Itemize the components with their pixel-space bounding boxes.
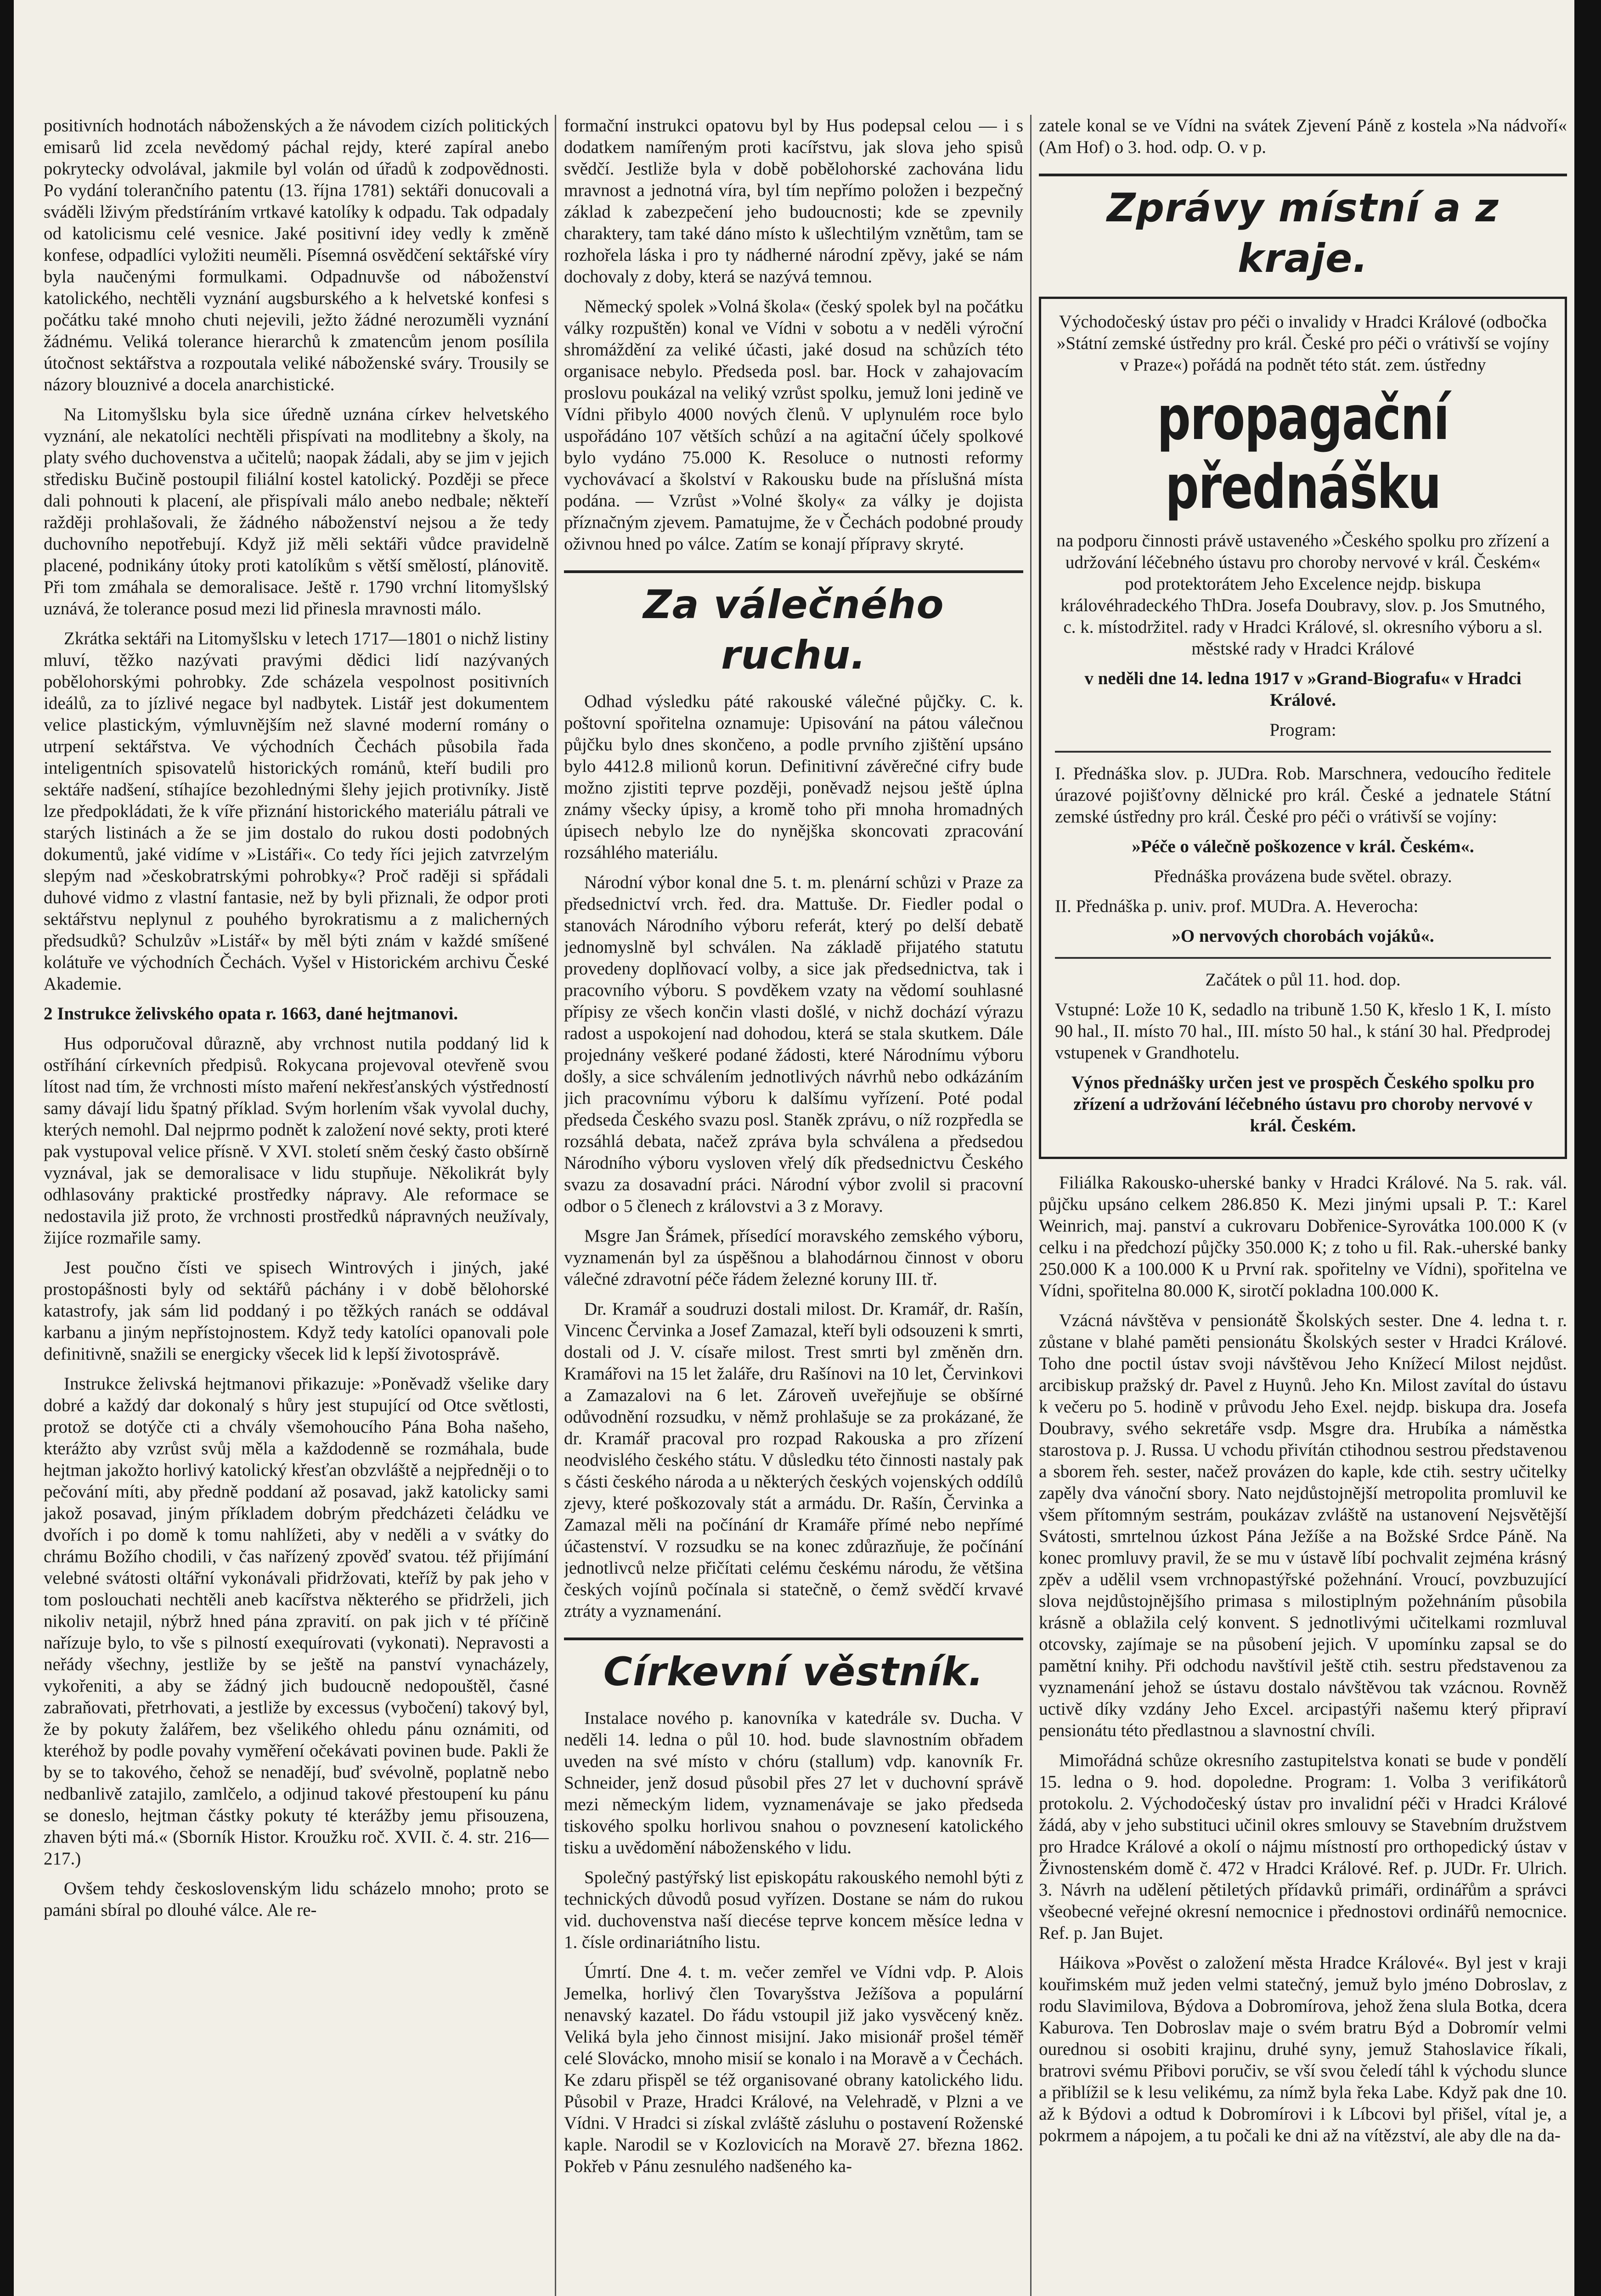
ad-divider bbox=[1055, 751, 1551, 753]
col3-paragraph: Vzácná návštěva v pensionátě Školských sester. Dne 4. ledna t. r. zůstane v blahé paměti pensionátu Školských sester v Hradci Králové. Toho dne poctil ústav svoji návštěvou Jeho Knížecí Milost nejdůst. arcibiskup pražský dr. Pavel z Huynů. Jeho Kn. Milost zavítal do ústavu k večeru po 5. hodině v průvodu Jeho Exel. nejdp. biskupa dra. Josefa Doubravy, svého sekretáře vsdp. Msgre dra. Hrubíka a náměstka starostova p. J. Russa. U vchodu přivítán ctihodnou sestrou představenou a sborem řeh. sester, načež provázen do kaple, kde ctih. sestry učitelky zapěly dva vánoční sbory. Nato nejdůstojnější metropolita promluvil ke všem přítomným sestrám, poukázav zvláště na ustanovení Nejsvětější Svátosti, smrtelnou úzkost Pána Ježíše a na Božské Srdce Páně. Na konec promluvy pravil, že se mu v ústavě líbí pochvalit zejména krásný zpěv a udělil vsem vrchnopastýřské požehnání. Vroucí, povzbuzující slova nejdůstojnějšího primasa s milostiplným požehnáním působila krásně a oblažila celý konvent. S jednotlivými učitelkami rozmluval otcovsky, zajímaje se na působení jejich. V upomínku zapsal se do pamětní knihy. Při odchodu navštívil ještě ctih. sestru představenou za vyznamenání jehož se ústavu dostalo návštěvou tak vzácnou. Rovněž uctivě díky vzdány Jeho Excel. arcipastýři našemu který připraví pensionátu této předlastnou a slavnostní chvíli. bbox=[1039, 1311, 1567, 1740]
instruction-heading: 2 Instrukce želivského opata r. 1663, dané hejtmanovi. bbox=[44, 1004, 458, 1024]
ad-text: na podporu činnosti právě ustaveného »Českého spolku pro zřízení a udržování léčebného ústavu pro choroby nervové v král. Českém« pod protektorátem Jeho Excelence nejdp. biskupa královéhradeckého ThDra. Josefa Doubravy, slov. p. Jos Smutného, c. k. místodržitel. rady v Hradci Králové, sl. okresního výboru a sl. městské rady v Hradci Králové bbox=[1056, 531, 1550, 658]
col1-paragraph: positivních hodnotách náboženských a že návodem cizích politických emisarů lid zcela nevědomý páchal rejdy, které zapíral anebo pokrytecky odvolával, jakmile byl volán od úřadů k zodpovědnosti. Po vydání tolerančního patentu (13. října 1781) sektáři donucovali a sváděli lživým předstíráním vrtkavé katolíky k odpadu. Tak odpadaly od katolicismu celé vesnice. Jaké positivní idey vedly k změně konfese, odpadlíci vyložiti neuměli. Písemná osvědčení sektářské víry byla naučenými formulkami. Odpadnuvše od náboženství katolického, nechtěli vyznání augsburského a k helvetské konfesi s počátku také mnoho chuti nejevili, ježto žádné nerozuměli vyznání žádnému. Veliká tolerance hierarchů k zmatencům jenom posílila útočnost sektářstva a rozpoutala veliké náboženské sváry. Trousily se názory blouznivé a docela anarchistické. bbox=[44, 116, 549, 394]
column-rule-2 bbox=[1030, 115, 1032, 2296]
col2-paragraph: Úmrtí. Dne 4. t. m. večer zemřel ve Vídni vdp. P. Alois Jemelka, horlivý člen Tovaryšstva Ježíšova a populární nenavský kazatel. Do řádu vstoupil již jako vysvěcený kněz. Veliká byla jeho činnost misijní. Jako misionář prošel téměř celé Slovácko, mnoho misií se konalo i na Moravě a v Čechách. Ke zdaru přispěl se též organisované obrany katolického lidu. Působil v Praze, Hradci Králové, na Velehradě, v Plzni a ve Vídni. V Hradci si získal zvláště zásluhu o postavení Roženské kaple. Narodil se v Kozlovicích na Moravě 27. března 1862. Pokřeb v Pánu zesnulého nadšeného ka- bbox=[564, 1962, 1023, 2176]
col2-paragraph: formační instrukci opatovu byl by Hus podepsal celou — i s dodatkem namířeným proti kacířstvu, jak slova jeho spisů svědčí. Jestliže byla v době pobělohorské zachována lidu mravnost a jednotná víra, byl tím nepřímo položen i bezpečný základ k zabezpečení jeho budoucnosti; kde se zpevnily charaktery, tam také dáno místo k ušlechtilým vznětům, tam se rozhořela láska i pro ty nádherné národní zpěvy, jaké se nám dochovaly z doby, která se nazývá temnou. bbox=[564, 116, 1023, 287]
ad-program-label: Program: bbox=[1269, 720, 1336, 740]
ad-title: propagační přednášku bbox=[1157, 383, 1449, 523]
ad-item-1: I. Přednáška slov. p. JUDra. Rob. Marschnera, vedoucího ředitele úrazové pojišťovny dělnické pro král. České a jednatele Státní zemské ústředny pro král. České pro péči o vrátivší se vojíny: bbox=[1055, 764, 1551, 827]
ad-start: Začátek o půl 11. hod. dop. bbox=[1205, 970, 1401, 990]
col3-paragraph: zatele konal se ve Vídni na svátek Zjevení Páně z kostela »Na nádvoří« (Am Hof) o 3. hod. odp. O. v p. bbox=[1039, 116, 1567, 157]
col1-subheading bbox=[44, 1003, 549, 1024]
ad-entry: Vstupné: Lože 10 K, sedadlo na tribuně 1.50 K, křeslo 1 K, I. místo 90 hal., II. místo 70 hal., III. místo 50 hal., k stání 30 hal. Předprodej vstupenek v Grandhotelu. bbox=[1055, 1000, 1551, 1063]
col1-paragraph: Instrukce želivská hejtmanovi přikazuje: »Poněvadž všelike dary dobré a každý dar dokonalý s hůry jest stupující od Otce světlosti, protož se dotýče cti a chvály všemohoucího Pána Boha našeho, kterážto aby vzrůst svůj měla a každodenně se rozmáhala, bude hejtman jakožto horlivý katolický křesťan obzvláště a nejpředněji o to pečování míti, aby předně poddaní až posavad, jakž katolicky sami jakož posavad, jiným příkladem dobrým předcházeti čeládku ve dvořích i po domě k tomu nahlížeti, aby v neděli a v svátky do chrámu Božího chodili, v čas nařízený zpověď svatou. též přijímání velebné svátosti oltářní vykonávali přidržovati, kteříž by pak jeho v tom poslouchati nechtěli aneb kacířstva některého se přidrželi, jich nikoliv netajil, nýbrž hned pána zpravití. on pak jich v té příčině nařízuje bylo, to vše s pilností exequírovati (vykonati). Nepravosti a neřády všechny, jestliže by se ještě na panství vynacházely, vykořeniti, a aby se žádný jich budoucně nedopouštěl, časné zabraňovati, přetrhovati, a jestliže by excessus (vybočení) takový byl, že by pokuty žalářem, bez všelikého ohledu pánu oznámiti, od kteréhož by podle povahy vyměření očekávati povinen bude. Pakli že by se to takového, čehož se nenadějí, buď svévolně, poplatně nebo nedbanlivě zatajilo, zamlčelo, a odjinud takové přestoupení ku pánu se doneslo, hejtman částky pokuty té kterážby jemu přisouzena, zhaven býti má.« (Sborník Histor. Kroužku roč. XVII. č. 4. str. 216—217.) bbox=[44, 1374, 549, 1868]
column-rule-1 bbox=[555, 115, 556, 2296]
ad-footer bbox=[1055, 1072, 1551, 1137]
col1-paragraph: Hus odporučoval důrazně, aby vrchnost nutila poddaný lid k ostříhání církevních předpisů. Rokycana projevoval otevřeně svou lítost nad tím, že vrchnosti místo maření nekřesťanských výstředností samy dávají lidu špatný příklad. Svým horlením však vyvolal duchy, kterých nemohl. Dal nejprmo podnět k založení nové sekty, proti které pak vystupoval velice přísně. V XVI. století sněm český často obšírně vyznával, jak se demoralisace v lidu stupňuje. Několikrát byly odhlasovány praktické prostředky nápravy. Ale reformace se nedostavila již proto, že vrchnosti prostředků nápravných neužívaly, žijíce rozmařile samy. bbox=[44, 1034, 549, 1248]
ad-date bbox=[1055, 668, 1551, 711]
col1-paragraph: Ovšem tehdy československým lidu scházelo mnoho; proto se pamáni sbíral po dlouhé válce. Ale re- bbox=[44, 1879, 549, 1920]
col2-paragraph: Dr. Kramář a soudruzi dostali milost. Dr. Kramář, dr. Rašín, Vincenc Červinka a Josef Zamazal, kteří byli odsouzeni k smrti, dostali od J. V. císaře milost. Trest smrti byl změněn drn. Kramářovi na 15 let žaláře, dru Rašínovi na 10 let, Červinkovi a Zamazalovi na 6 let. Zároveň uveřejňuje se obšírné odůvodnění rozsudku, v němž prohlašuje se za prokázané, že dr. Kramář pracoval pro rozpad Rakouska a pro zřízení neodvislého českého státu. V důsledku této činnosti nastaly pak s části českého národa a u některých českých vojenských oddílů zjevy, které poškozovaly stát a armádu. Dr. Rašín, Červinka a Zamazal měli na počínání dr Kramáře přímé nebo nepřímé účastenství. V rozsudku se na konec zdůrazňuje, že počínání jednotlivců nelze přičítati celému českému národu, že většina českých vojínů počínala si statečně, o čemž svědčí krvavé ztráty a vyznamenání. bbox=[564, 1299, 1023, 1621]
ad-item-2-title bbox=[1055, 925, 1551, 947]
section-heading-church: Církevní věstník. bbox=[564, 1638, 1023, 1697]
col2-paragraph: Msgre Jan Šrámek, přísedící moravského zemského výboru, vyznamenán byl za úspěšnou a blahodárnou činnost v oboru válečné zdravotní péče řádem železné koruny III. tř. bbox=[564, 1226, 1023, 1289]
col1-paragraph: Jest poučno čísti ve spisech Wintrových i jiných, jaké prostopášnosti byly od sektářů páchány i v době bělohorské katastrofy, jak sám lid poddaný i po těžkých ranách se oddával karbanu a jiným nepřístojnostem. Když tedy katolíci opanovali pole definitivně, snažili se energicky všecek lid k lepší životosprávě. bbox=[44, 1258, 549, 1364]
col3-paragraph: Filiálka Rakousko-uherské banky v Hradci Králové. Na 5. rak. vál. půjčku upsáno celkem 286.850 K. Mezi jinými upsali P. T.: Karel Weinrich, maj. panství a cukrovaru Dobřenice-Syrovátka 100.000 K (v celku i na předchozí půjčky 350.000 K; z toho u fil. Rak.-uherské banky 250.000 K a 100.000 K u První rak. spořitelny ve Vídni), spořitelna ve Vídni, spořitelna 80.000 K, sirotčí pokladna 100.000 K. bbox=[1039, 1173, 1567, 1300]
column-3 bbox=[1039, 115, 1567, 2296]
ad-item-1-note: Přednáška provázena bude světel. obrazy. bbox=[1154, 867, 1452, 886]
col2-paragraph: Národní výbor konal dne 5. t. m. plenární schůzi v Praze za předsednictví vrch. řed. dra. Mattuše. Dr. Fiedler podal o stanovách Národního výboru referát, který po delší debatě jednomyslně byl schválen. Na základě přijatého statutu provedeny doplňovací volby, a sice jak předsednictva, tak i pracovního výboru. S povděkem vzaty na vědomí souhlasné přípisy ze všech končin vlasti došlé, v nichž dochází výrazu radost a uspokojení nad dohodou, která se stala skutkem. Dále projednány veškeré podané žádosti, které Národnímu výboru došly, a sice schválením jednotlivých návrhů nebo odkázáním jich pracovnímu výboru k dalšímu vyřízení. Poté podal předseda Českého svazu posl. Staněk zprávu, o níž rozpředla se rozsáhlá debata, načež zpráva byla schválena a předsedou Národního výboru vysloven vřelý dík předsednictvu Českého svazu za dosavadní práci. Národní výbor zvolil si pracovní odbor o 5 členech z královstvi a 3 z Moravy. bbox=[564, 872, 1023, 1216]
section-heading-war: Za válečného ruchu. bbox=[564, 570, 1023, 681]
col2-paragraph: Odhad výsledku páté rakouské válečné půjčky. C. k. poštovní spořitelna oznamuje: Upisování na pátou válečnou půjčku bylo dnes skončeno, a podle prvního zjištění upsáno bylo 4412.8 milionů korun. Definitivní závěrečné cifry bude možno zjistiti teprve později, poněvadž nejsou ještě úplna známy všecky úpisy, a kromě toho při mnoha hromadných úpisech nebylo lze do nynějška skoncovati zpracování rozsáhlého materiálu. bbox=[564, 692, 1023, 862]
section-heading-local-news: Zprávy místní a z kraje. bbox=[1039, 174, 1567, 284]
col1-paragraph: Zkrátka sektáři na Litomyšlsku v letech 1717—1801 o nichž listiny mluví, těžko nazývati pravými dědici lidí nazývaných pobělohorskými pohrobky. Zde scházela vespolnost positivních ideálů, za to jízlivé negace byl nadbytek. Listář jest dokumentem velice plastickým, výmluvnějším než slavné moderní romány o utrpení sektářstva. Ve východních Čechách působila řada inteligentních spisovatelů historických románů, kteří budili pro sektáře nadšení, stíhajíce bezohlednými šlehy jejich protivníky. Jistě lze předpokládati, že k víře přiznání historického materiálu pátrali ve starých listinách a že se jim dostalo do rukou dosti podobných dokumentů, jaké vidíme v »Listáři«. Co tedy říci jejich zatvrzelým slepým nad »českobratrskými pohrobky«? Proč raději si spřádali duhové vidmo z vlastní fantasie, než by byli přiznali, že odpor proti sektářstvu neplynul z pouhého byrokratismu a z malicherných předsudků? Schulzův »Listář« by měl býti znám v každé smíšené kolátuře ve východních Čechách. Vyšel v Historickém archivu České Akademie. bbox=[44, 629, 549, 994]
scan-border-left bbox=[0, 0, 14, 2296]
ad-footer-text: Výnos přednášky určen jest ve prospěch Českého spolku pro zřízení a udržování léčebného ústavu pro choroby nervové v král. Českém. bbox=[1071, 1073, 1535, 1136]
ad-divider bbox=[1055, 957, 1551, 959]
lecture-advertisement bbox=[1039, 297, 1567, 1159]
ad-intro: Východočeský ústav pro péči o invalidy v Hradci Králové (odbočka »Státní zemské ústředny pro král. České pro péči o vrátivší se vojíny v Praze«) pořádá na podnět této stát. zem. ústředny bbox=[1056, 312, 1550, 375]
scan-border-right bbox=[1574, 0, 1601, 2296]
col1-paragraph: Na Litomyšlsku byla sice úředně uznána církev helvetského vyznání, ale nekatolíci nechtěli přispívati na modlitebny a školy, na platy svého duchovenstva a učitelů; naopak žádali, aby se jim v jejich středisku Bučině postoupil filiální kostel katolický. Později se přece dali pohnouti k placení, ale přispívali málo anebo nedbale; někteří ražději prohlašovali, že žádného náboženství nejsou a že tedy duchovního nepotřebují. Když již měli sektáři vůdce pravidelně placené, podnikány útoky proti katolíkům s větší smělostí, plánovitě. Při tom zmáhala se demoralisace. Ještě r. 1790 vrchní litomyšlský uznává, že tolerance posud mezi lid přinesla mravnosti málo. bbox=[44, 405, 549, 619]
col2-paragraph: Společný pastýřský list episkopátu rakouského nemohl býti z technických důvodů posud vyřízen. Dostane se nám do rukou vid. duchovenstva naší diecése teprve koncem měsíce ledna v 1. čísle ordinariátního listu. bbox=[564, 1868, 1023, 1952]
ad-item-2: II. Přednáška p. univ. prof. MUDra. A. Heverocha: bbox=[1055, 896, 1419, 916]
ad-item-1-title-text: »Péče o válečně poškozence v král. Českém«. bbox=[1132, 837, 1474, 856]
ad-date-text: v neděli dne 14. ledna 1917 v »Grand-Biografu« v Hradci Králové. bbox=[1084, 669, 1522, 710]
ad-item-1-title bbox=[1055, 836, 1551, 857]
col3-paragraph: Háikova »Pověst o založení města Hradce Králové«. Byl jest v kraji kouřimském muž jeden velmi statečný, jemuž bylo jméno Dobroslav, z rodu Slavimilova, Býdova a Dobromírova, jehož žena slula Botka, dcera Kaburova. Ten Dobroslav maje o svém bratru Býd a Dobromír velmi ourednou si osobiti krajinu, druhé syny, jemuž Stahoslavice říkali, bratrovi svému Přibovi poručiv, se vší svou čeledí táhl k východu slunce a přiblížil se k lesu velikému, za nímž byla řeka Labe. Když pak dne 10. až k Býdovi a odtud k Dobromírovi i k Líbcovi byl přišel, vítal je, a pokrmem a nápojem, a tu počali ke dni až na vítězství, ale aby dle na da- bbox=[1039, 1953, 1567, 2145]
col2-paragraph: Instalace nového p. kanovníka v katedrále sv. Ducha. V neděli 14. ledna o půl 10. hod. bude slavnostním obřadem uveden na své místo v chóru (stallum) vdp. kanovník Fr. Schneider, jenž dosud působil přes 27 let v duchovní správě mezi německým lidem, vyznamenávaje se jako předseda tiskového spolku horlivou snahou o povznesení katolického tisku a uvědomění náboženského v lidu. bbox=[564, 1708, 1023, 1857]
col3-paragraph: Mimořádná schůze okresního zastupitelstva konati se bude v pondělí 15. ledna o 9. hod. dopoledne. Program: 1. Volba 3 verifikátorů protokolu. 2. Východočeský ústav pro invalidní péči v Hradci Králové žádá, aby v jeho substituci učinil okres smlouvy se Stavebním družstvem pro Hradce Králové a okolí o nájmu místností pro orthopedický ústav v Živnostenském domě č. 472 v Hradci Králové. Ref. p. JUDr. Fr. Ulrich. 3. Návrh na udělení pětiletých přídavků primáři, ordinářům a správci všeobecné veřejné okresní nemocnice i přednostovi ordinářů nemocnice. Ref. p. Jan Bujet. bbox=[1039, 1750, 1567, 1943]
col2-paragraph: Německý spolek »Volná škola« (český spolek byl na počátku války rozpuštěn) konal ve Vídni v sobotu a v neděli výroční shromáždění za veliké účasti, jaké dosud na schůzích této organisace nebylo. Předseda posl. bar. Hock v zahajovacím proslovu poukázal na veliký vzrůst spolku, jemuž loni jedině ve Vídni přibylo 4000 nových členů. V uplynulém roce bylo uspořádáno 107 větších schůzí a na agitační účely spolkové bylo vydáno 75.000 K. Resoluce o nutnosti reformy vychovávací a školství v Rakousku bude na příslušná místa podána. — Vzrůst »Volné školy« za války je dojista příznačným zjevem. Pamatujme, že v Čechách podobné proudy oživnou hned po válce. Zatím se konají přípravy skryté. bbox=[564, 297, 1023, 554]
ad-item-2-title-text: »O nervových chorobách vojáků«. bbox=[1172, 926, 1434, 946]
column-2 bbox=[564, 115, 1023, 2296]
column-1 bbox=[44, 115, 549, 2296]
